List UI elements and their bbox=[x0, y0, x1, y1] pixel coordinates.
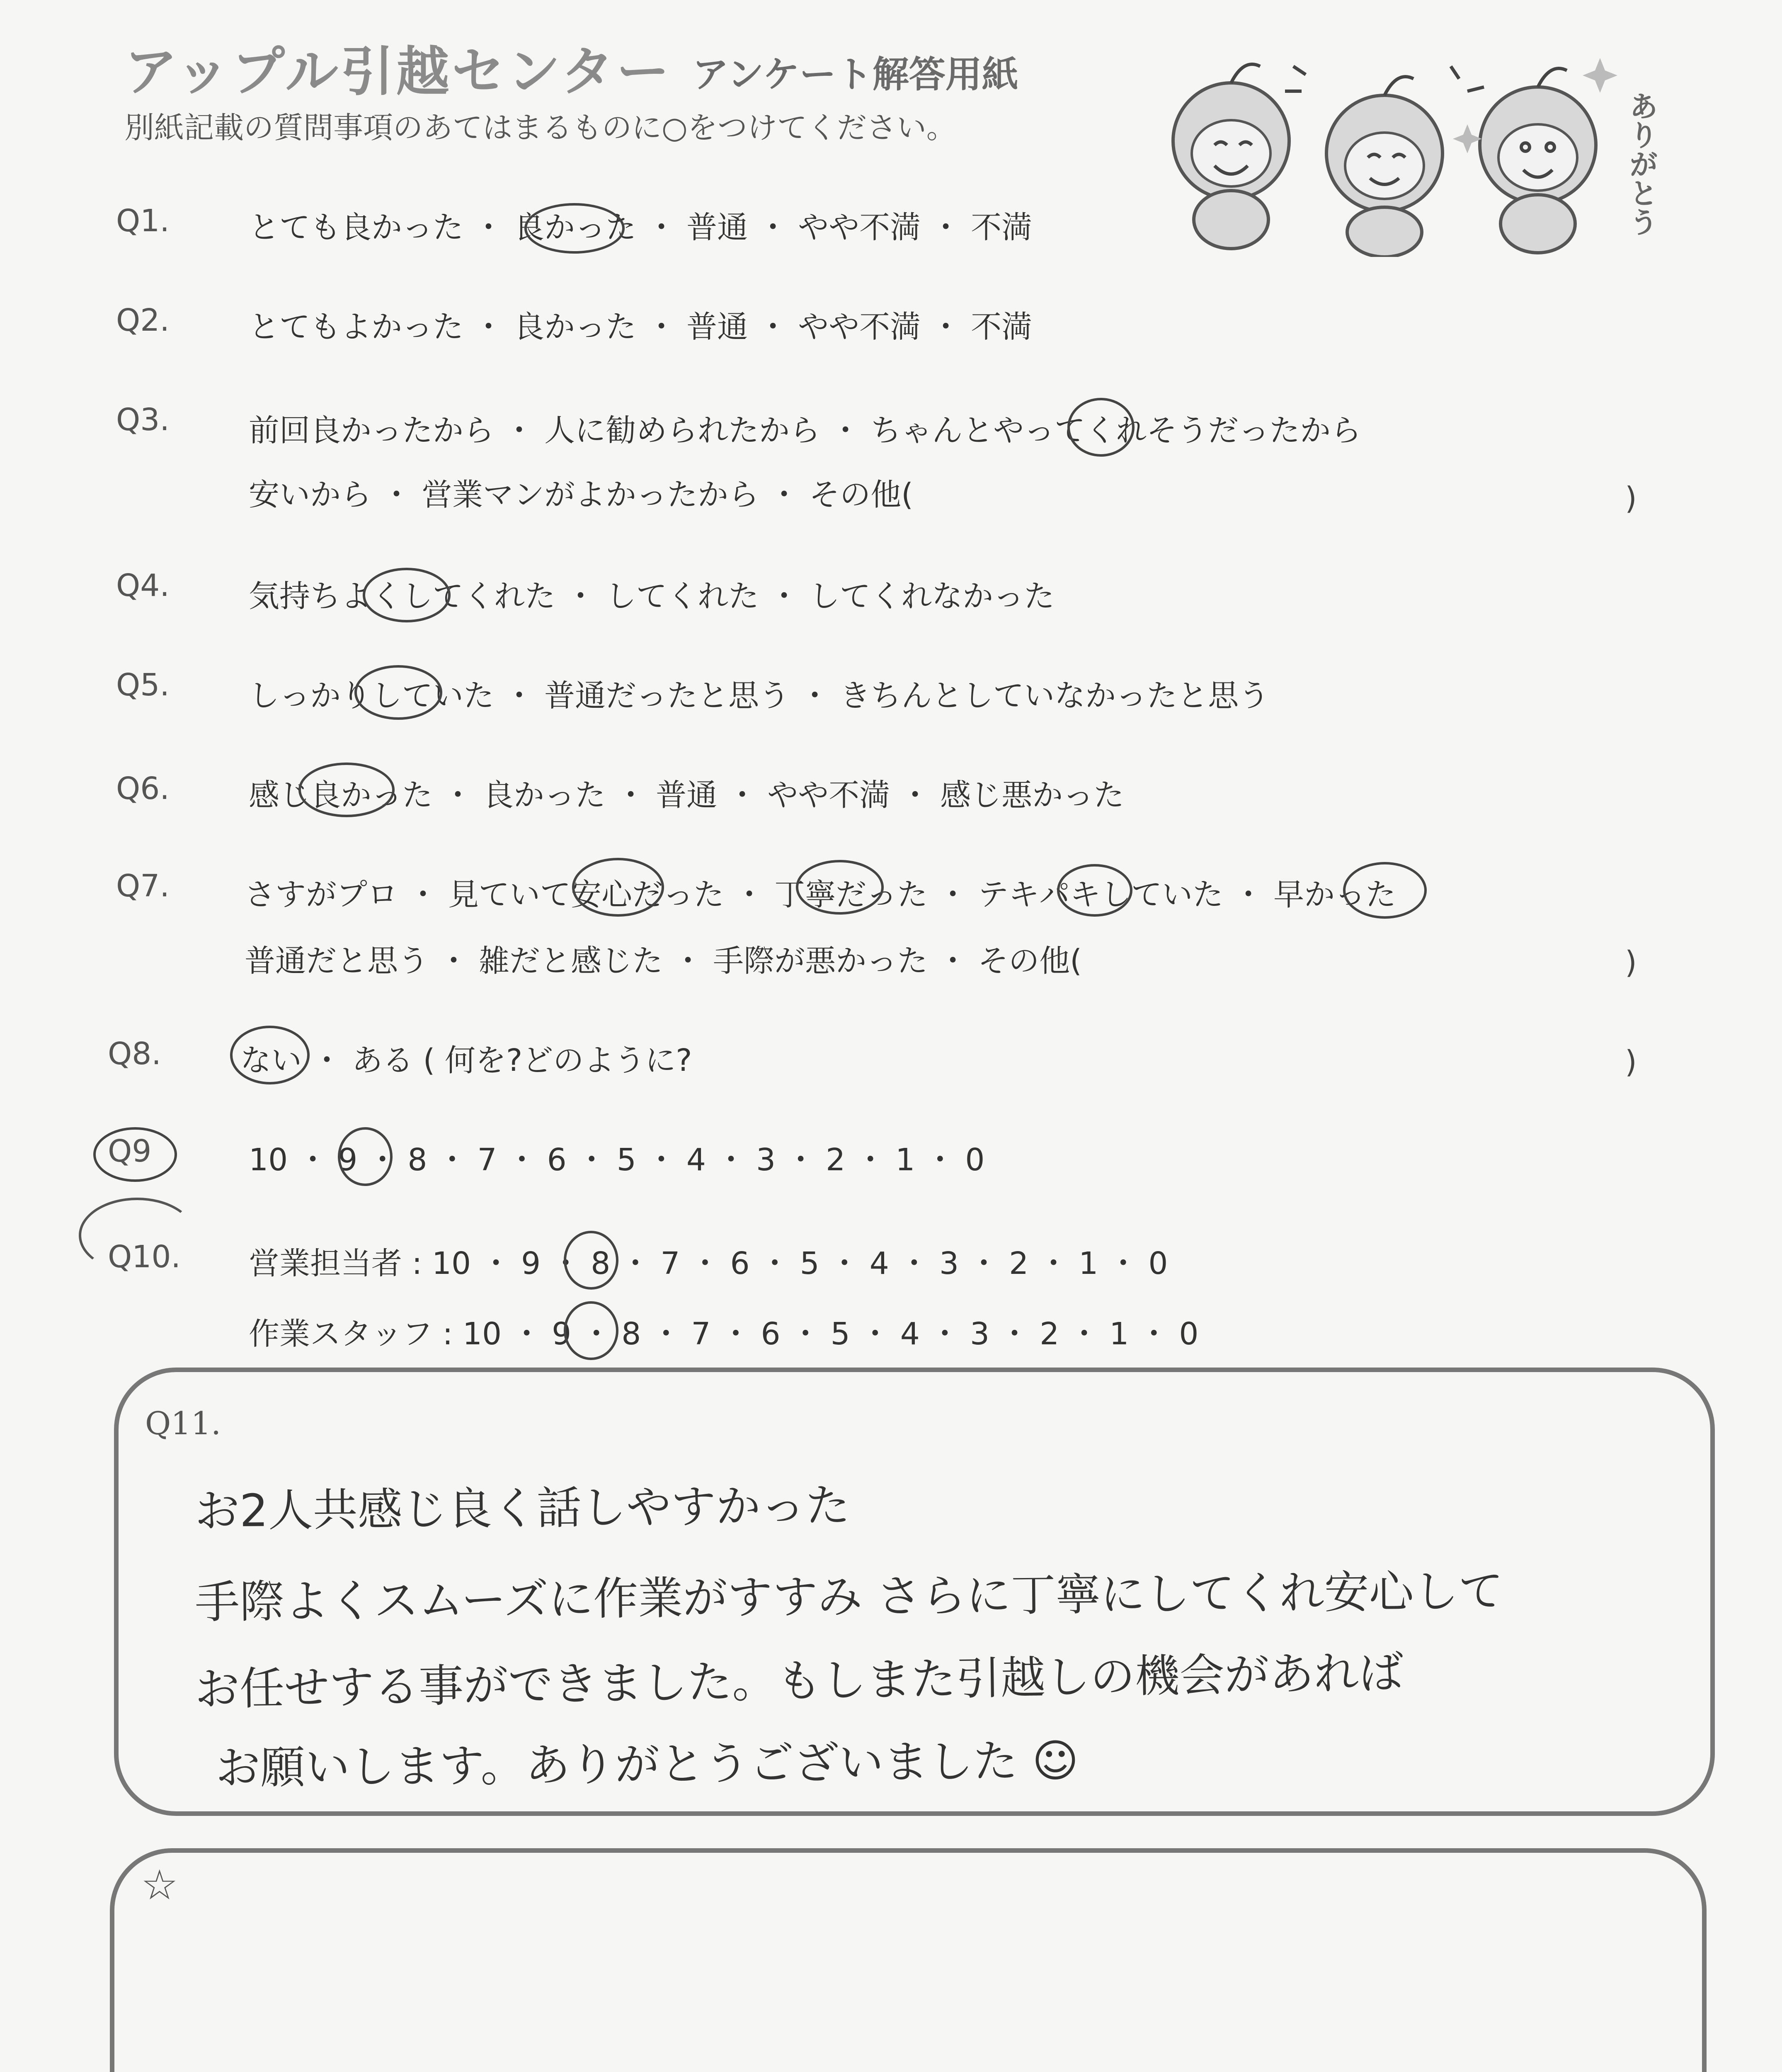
q4-options: 気持ちよくしてくれた ・ してくれた ・ してくれなかった bbox=[249, 579, 1055, 614]
q8-label: Q8. bbox=[108, 1036, 161, 1072]
monkey-mascots-illustration bbox=[1152, 41, 1691, 257]
q5-answer-circle bbox=[354, 665, 442, 720]
q3-answer-circle bbox=[1067, 398, 1135, 457]
q9-label: Q9 bbox=[108, 1133, 152, 1169]
q3-options-line1: 前回良かったから ・ 人に勧められたから ・ ちゃんとやってくれそうだったから bbox=[249, 413, 1362, 448]
q10-sales-answer-circle bbox=[564, 1231, 618, 1290]
q6-answer-circle bbox=[298, 762, 395, 817]
q11-comment-line-4: お願いします。ありがとうございました ☺ bbox=[215, 1735, 1079, 1794]
survey-company-title: アップル引越センター bbox=[124, 41, 672, 103]
q8-options: ない ・ ある ( 何を?どのように? bbox=[240, 1043, 692, 1078]
mascot-thanks-text: ありがとう bbox=[1624, 91, 1658, 236]
q7-answer-circle-3 bbox=[1057, 864, 1132, 917]
q10-staff-answer-circle bbox=[564, 1301, 618, 1360]
q5-label: Q5. bbox=[116, 667, 170, 703]
free-comment-box bbox=[110, 1848, 1707, 2072]
q4-label: Q4. bbox=[116, 568, 170, 603]
survey-form-subtitle: アンケート解答用紙 bbox=[692, 53, 1018, 96]
star-box-label: ☆ bbox=[141, 1861, 178, 1909]
q10-label-circle bbox=[79, 1198, 196, 1273]
q5-options: しっかりしていた ・ 普通だったと思う ・ きちんとしていなかったと思う bbox=[249, 678, 1270, 714]
q11-comment-line-2: 手際よくスムーズに作業がすすみ さらに丁寧にしてくれ安心して bbox=[194, 1565, 1504, 1629]
q2-options: とてもよかった ・ 良かった ・ 普通 ・ やや不満 ・ 不満 bbox=[249, 309, 1033, 345]
q7-label: Q7. bbox=[116, 868, 170, 904]
q9-options: 10 ・ 9 ・ 8 ・ 7 ・ 6 ・ 5 ・ 4 ・ 3 ・ 2 ・ 1 ・ 0 bbox=[249, 1142, 985, 1178]
q3-close-paren: ) bbox=[1625, 481, 1637, 516]
q7-options-line2: 普通だと思う ・ 雑だと感じた ・ 手際が悪かった ・ その他( bbox=[245, 943, 1082, 979]
q3-options-line2: 安いから ・ 営業マンがよかったから ・ その他( bbox=[249, 477, 913, 513]
q10-label: Q10. bbox=[108, 1239, 181, 1275]
q7-close-paren: ) bbox=[1625, 945, 1637, 980]
q1-answer-circle bbox=[524, 203, 625, 254]
q11-comment-line-3: お任せする事ができました。もしまた引越しの機会があれば bbox=[194, 1647, 1404, 1716]
q6-options: 感じ良かった ・ 良かった ・ 普通 ・ やや不満 ・ 感じ悪かった bbox=[249, 777, 1125, 813]
q1-options: とても良かった ・ 良かった ・ 普通 ・ やや不満 ・ 不満 bbox=[249, 210, 1033, 245]
q1-label: Q1. bbox=[116, 203, 170, 239]
q11-label: Q11. bbox=[145, 1405, 221, 1442]
q3-label: Q3. bbox=[116, 402, 170, 438]
q9-answer-circle bbox=[338, 1127, 393, 1186]
q7-answer-circle-1 bbox=[572, 858, 664, 917]
q8-answer-circle bbox=[230, 1026, 310, 1084]
survey-instruction: 別紙記載の質問事項のあてはまるものに○をつけてください。 bbox=[124, 110, 956, 145]
q11-comment-line-1: お2人共感じ良く話しやすかった bbox=[194, 1480, 851, 1537]
q10-options-staff: 作業スタッフ : 10 ・ 9 ・ 8 ・ 7 ・ 6 ・ 5 ・ 4 ・ 3 ・ 2 ・ 1 ・ 0 bbox=[249, 1316, 1199, 1352]
q7-answer-circle-2 bbox=[796, 860, 884, 915]
q8-close-paren: ) bbox=[1625, 1044, 1637, 1080]
q9-label-circle bbox=[93, 1127, 177, 1182]
q2-label: Q2. bbox=[116, 303, 170, 338]
q4-answer-circle bbox=[363, 568, 451, 622]
q7-options-line1: さすがプロ ・ 見ていて安心だった ・ 丁寧だった ・ テキパキしていた ・ 早かった bbox=[245, 877, 1397, 913]
q10-options-sales: 営業担当者 : 10 ・ 9 ・ 8 ・ 7 ・ 6 ・ 5 ・ 4 ・ 3 ・ 2 ・ 1 ・ 0 bbox=[249, 1246, 1168, 1281]
q7-answer-circle-4 bbox=[1343, 862, 1427, 919]
q6-label: Q6. bbox=[116, 771, 170, 806]
